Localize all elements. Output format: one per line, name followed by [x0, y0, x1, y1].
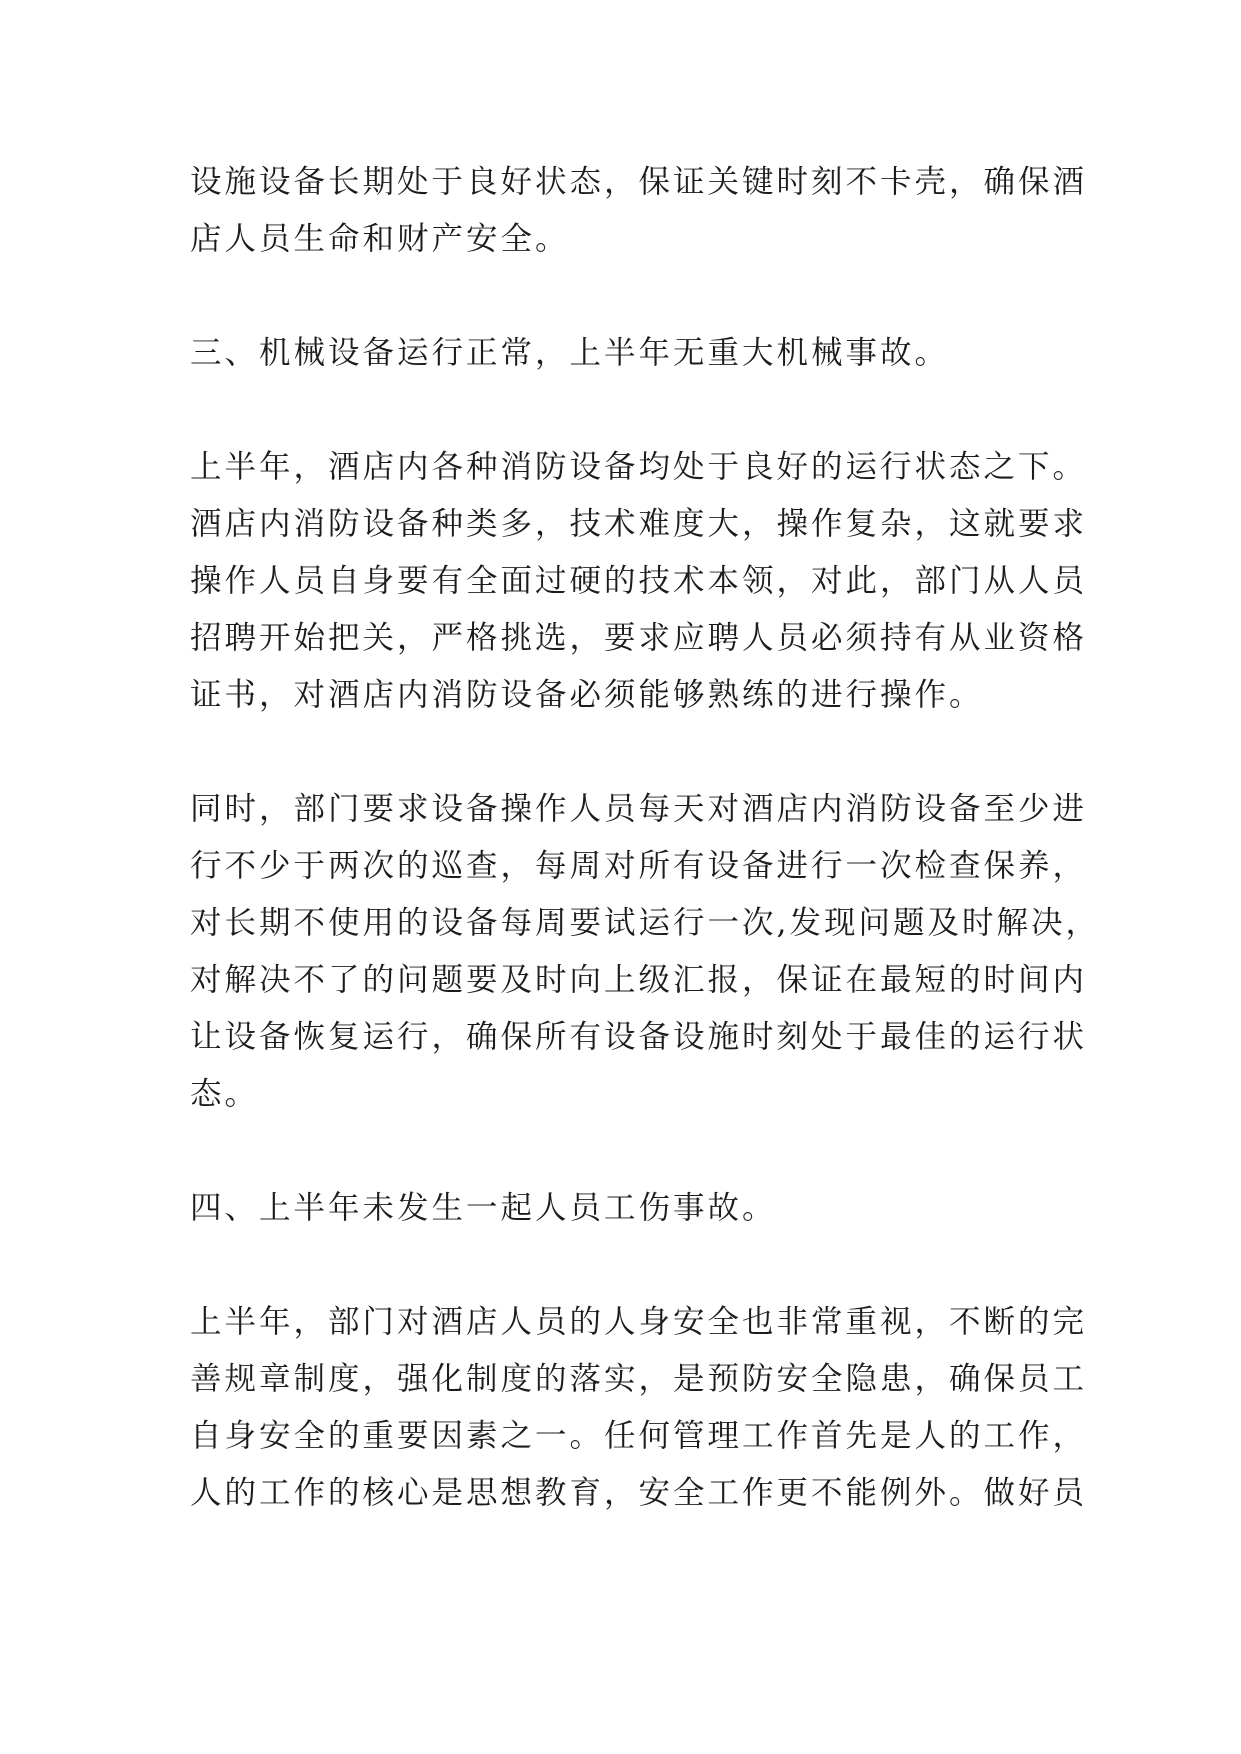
text-line: 上半年，部门对酒店人员的人身安全也非常重视，不断的完	[190, 1304, 1088, 1340]
text-line: 操作人员自身要有全面过硬的技术本领，对此，部门从人员	[190, 563, 1088, 599]
text-line: 店人员生命和财产安全。	[190, 221, 570, 257]
text-line: 招聘开始把关，严格挑选，要求应聘人员必须持有从业资格	[190, 620, 1088, 656]
text-line: 酒店内消防设备种类多，技术难度大，操作复杂，这就要求	[190, 506, 1088, 542]
document-body	[190, 154, 1101, 1579]
heading-line: 四、上半年未发生一起人员工伤事故。	[190, 1190, 777, 1226]
text-line: 对解决不了的问题要及时向上级汇报，保证在最短的时间内	[190, 962, 1088, 998]
heading-line: 三、机械设备运行正常，上半年无重大机械事故。	[190, 335, 950, 371]
text-line: 同时，部门要求设备操作人员每天对酒店内消防设备至少进	[190, 791, 1088, 827]
paragraph-1	[190, 154, 1088, 268]
paragraph-2	[190, 439, 1088, 724]
text-line: 自身安全的重要因素之一。任何管理工作首先是人的工作，	[190, 1418, 1088, 1454]
section-heading-3	[190, 325, 1070, 382]
text-line: 设施设备长期处于良好状态，保证关键时刻不卡壳，确保酒	[190, 164, 1088, 200]
paragraph-4	[190, 1294, 1088, 1522]
text-line: 上半年，酒店内各种消防设备均处于良好的运行状态之下。	[190, 449, 1088, 485]
text-line: 态。	[190, 1076, 260, 1112]
text-line: 善规章制度，强化制度的落实，是预防安全隐患，确保员工	[190, 1361, 1088, 1397]
text-line: 对长期不使用的设备每周要试运行一次,发现问题及时解决，	[190, 905, 1101, 941]
text-line: 人的工作的核心是思想教育，安全工作更不能例外。做好员	[190, 1475, 1088, 1511]
text-line: 证书，对酒店内消防设备必须能够熟练的进行操作。	[190, 677, 984, 713]
section-heading-4	[190, 1180, 1070, 1237]
text-line: 让设备恢复运行，确保所有设备设施时刻处于最佳的运行状	[190, 1019, 1088, 1055]
text-line: 行不少于两次的巡查，每周对所有设备进行一次检查保养，	[190, 848, 1088, 884]
paragraph-3	[190, 781, 1101, 1123]
